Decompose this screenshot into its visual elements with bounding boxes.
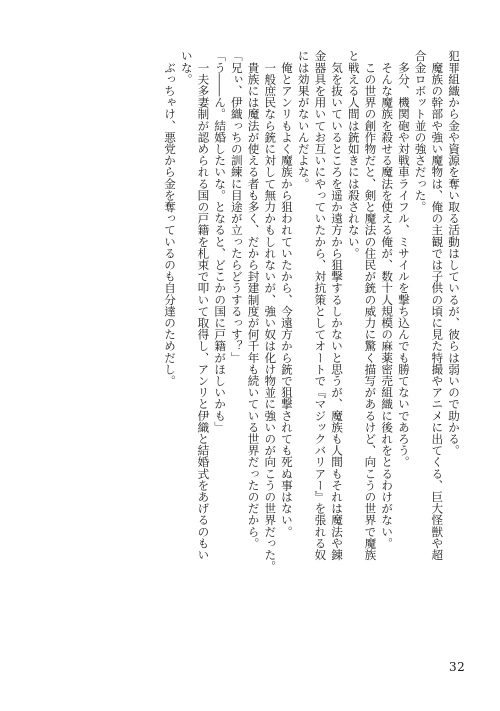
- text-line: いな。: [179, 50, 194, 85]
- text-line: 気を抜いているところを遥か遠方から狙撃するしかないと思うが、魔族も人間もそれは魔法や錬: [330, 50, 345, 561]
- vertical-body-text: [161, 50, 462, 650]
- page-number: 32: [449, 660, 466, 674]
- text-line: と戦える人間は銃如きには殺されない。: [346, 50, 361, 259]
- text-line: 一般庶民なら銃に対して無力かもしれないが、強い奴は化け物並に強いのが向こうの世界だった。: [263, 50, 278, 572]
- text-line: 犯罪組織から金や資源を奪い取る活動はしているが、彼らは弱いので助かる。: [447, 50, 461, 456]
- text-line: ぶっちゃけ、悪党から金を奪っているのも自分達のためだし。: [163, 50, 178, 387]
- text-line: 多分、機関砲や対戦車ライフル、ミサイルを撃ち込んでも勝てないであろう。: [396, 50, 411, 468]
- text-line: この世界の創作物だと、剣と魔法の住民が銃の威力に驚く描写があるけど、向こうの世界で魔族: [363, 50, 378, 561]
- text-line: 貴族には魔法が使える者も多く、だから封建制度が何千年も続いている世界だったのだから。: [246, 50, 261, 549]
- text-line: 「兄ぃ、伊織っちの訓練に目途が立ったらどうするっす？」: [229, 50, 244, 364]
- text-line: 一夫多妻制が認められる国の戸籍を札束で叩いて取得し、アンリと伊織と結婚式をあげるのもい: [196, 50, 211, 561]
- text-line: 「う――ん。結婚したいな。となると、どこかの国に戸籍がほしいかも」: [213, 50, 228, 433]
- text-line: 合金ロボット並の強さだった。: [413, 50, 428, 213]
- text-line: 魔族の幹部や強い魔物は、俺の主観では子供の頃に見た特撮やアニメに出てくる、巨大怪獣や超: [430, 50, 445, 561]
- text-line: そんな魔族を殺せる魔法を使える俺が、数十人規模の麻薬密売組織に後れをとるわけがない。: [380, 50, 395, 549]
- text-line: 俺とアンリもよく魔族から狙われていたから、今遠方から銃で狙撃されても死ぬ事はない。: [279, 50, 294, 538]
- text-line: には効果がないんだよな。: [296, 50, 311, 190]
- text-line: 金器具を用いてお互いにやっていたから、対抗策としてオートで『マジックバリアー』を張れる奴: [313, 50, 328, 561]
